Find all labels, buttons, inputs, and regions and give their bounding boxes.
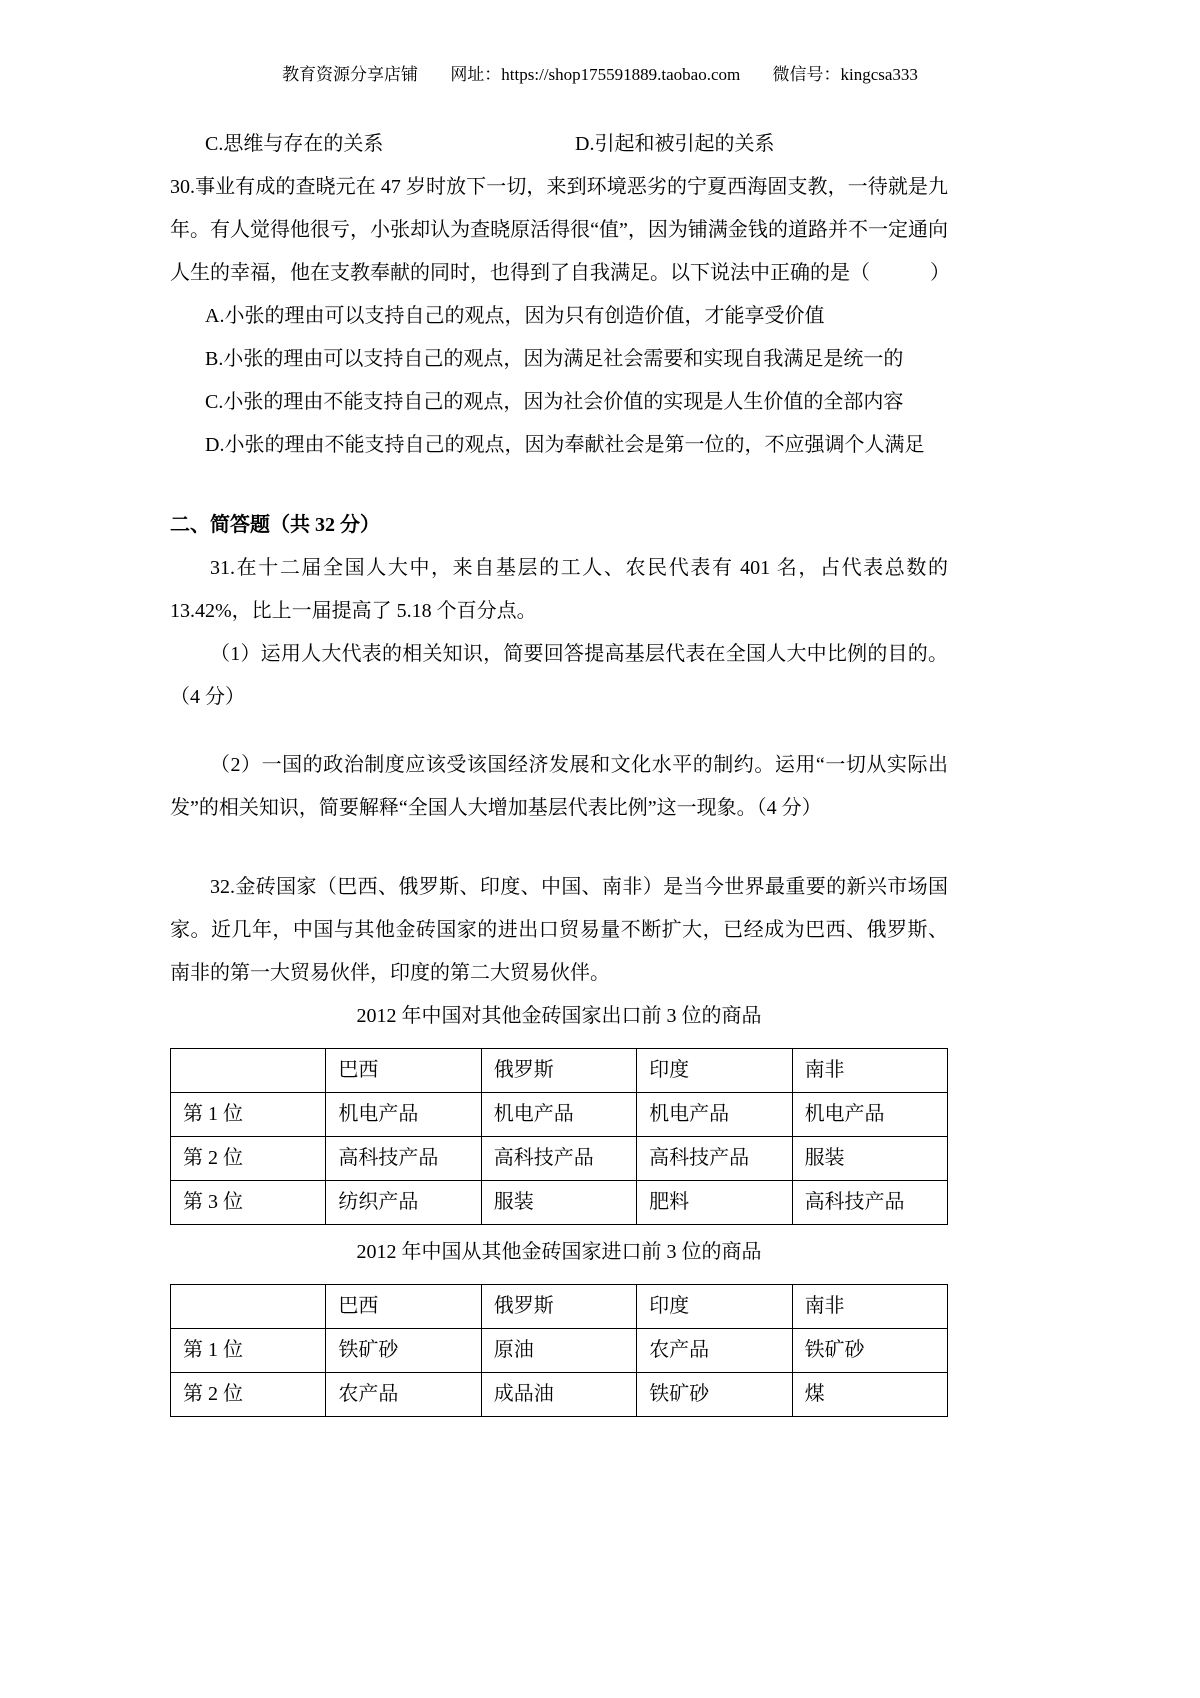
shop-name: 教育资源分享店铺: [282, 65, 419, 84]
table-row: [171, 1373, 948, 1417]
question29-options-row: [170, 123, 948, 166]
corner-cell: [171, 1049, 326, 1093]
row-label: 第 1 位: [171, 1093, 326, 1137]
cell: 铁矿砂: [792, 1329, 947, 1373]
export-table-header-row: [171, 1049, 948, 1093]
row-label: 第 3 位: [171, 1181, 326, 1225]
cell: 服装: [481, 1181, 636, 1225]
cell: 高科技产品: [481, 1137, 636, 1181]
exam-content: [0, 85, 1200, 1417]
table-row: [171, 1181, 948, 1225]
question30-option-a: A.小张的理由可以支持自己的观点，因为只有创造价值，才能享受价值: [205, 305, 825, 327]
cell: 铁矿砂: [637, 1373, 792, 1417]
table-row: [171, 1093, 948, 1137]
header-cell: 巴西: [326, 1049, 481, 1093]
export-table-title: 2012 年中国对其他金砖国家出口前 3 位的商品: [356, 1005, 762, 1027]
question31-sub1: （1）运用人大代表的相关知识，简要回答提高基层代表在全国人大中比例的目的。（4 分）: [170, 643, 948, 708]
import-table-title: 2012 年中国从其他金砖国家进口前 3 位的商品: [356, 1241, 762, 1263]
row-label: 第 2 位: [171, 1137, 326, 1181]
cell: 高科技产品: [792, 1181, 947, 1225]
page-header: [0, 0, 1200, 85]
cell: 农产品: [326, 1373, 481, 1417]
cell: 机电产品: [792, 1093, 947, 1137]
table-row: [171, 1137, 948, 1181]
header-cell: 印度: [637, 1285, 792, 1329]
cell: 农产品: [637, 1329, 792, 1373]
export-table: [170, 1048, 948, 1225]
header-cell: 俄罗斯: [481, 1285, 636, 1329]
cell: 肥料: [637, 1181, 792, 1225]
question30-option-b: B.小张的理由可以支持自己的观点，因为满足社会需要和实现自我满足是统一的: [205, 348, 904, 370]
cell: 煤: [792, 1373, 947, 1417]
section-two-title: 二、简答题（共 32 分）: [170, 514, 380, 536]
header-cell: 巴西: [326, 1285, 481, 1329]
header-cell: 印度: [637, 1049, 792, 1093]
table-row: [171, 1329, 948, 1373]
question30-option-c: C.小张的理由不能支持自己的观点，因为社会价值的实现是人生价值的全部内容: [205, 391, 904, 413]
question31-stem: 31.在十二届全国人大中，来自基层的工人、农民代表有 401 名，占代表总数的 13.42%，比上一届提高了 5.18 个百分点。: [170, 557, 948, 622]
question30-stem: 30.事业有成的查晓元在 47 岁时放下一切，来到环境恶劣的宁夏西海固支教，一待就是九年。有人觉得他很亏，小张却认为查晓原活得很“值”，因为铺满金钱的道路并不一定通向人生的幸福，他在支教奉献的同时，也得到了自我满足。以下说法中正确的是（ ）: [170, 176, 950, 284]
cell: 原油: [481, 1329, 636, 1373]
import-table: [170, 1284, 948, 1417]
cell: 高科技产品: [637, 1137, 792, 1181]
cell: 铁矿砂: [326, 1329, 481, 1373]
row-label: 第 1 位: [171, 1329, 326, 1373]
cell: 纺织产品: [326, 1181, 481, 1225]
import-table-header-row: [171, 1285, 948, 1329]
cell: 机电产品: [326, 1093, 481, 1137]
wechat-id: 微信号：kingcsa333: [772, 65, 918, 84]
question30-option-d: D.小张的理由不能支持自己的观点，因为奉献社会是第一位的，不应强调个人满足: [205, 434, 925, 456]
option-d: D.引起和被引起的关系: [575, 133, 775, 155]
header-cell: 俄罗斯: [481, 1049, 636, 1093]
header-cell: 南非: [792, 1049, 947, 1093]
option-c: C.思维与存在的关系: [205, 133, 384, 155]
corner-cell: [171, 1285, 326, 1329]
cell: 高科技产品: [326, 1137, 481, 1181]
cell: 成品油: [481, 1373, 636, 1417]
question32-stem: 32.金砖国家（巴西、俄罗斯、印度、中国、南非）是当今世界最重要的新兴市场国家。近几年，中国与其他金砖国家的进出口贸易量不断扩大，已经成为巴西、俄罗斯、南非的第一大贸易伙伴，印度的第二大贸易伙伴。: [170, 876, 948, 984]
cell: 机电产品: [637, 1093, 792, 1137]
cell: 机电产品: [481, 1093, 636, 1137]
cell: 服装: [792, 1137, 947, 1181]
header-cell: 南非: [792, 1285, 947, 1329]
question31-sub2: （2）一国的政治制度应该受该国经济发展和文化水平的制约。运用“一切从实际出发”的相关知识，简要解释“全国人大增加基层代表比例”这一现象。（4 分）: [170, 754, 948, 819]
row-label: 第 2 位: [171, 1373, 326, 1417]
shop-url: 网址：https://shop175591889.taobao.com: [450, 65, 741, 84]
